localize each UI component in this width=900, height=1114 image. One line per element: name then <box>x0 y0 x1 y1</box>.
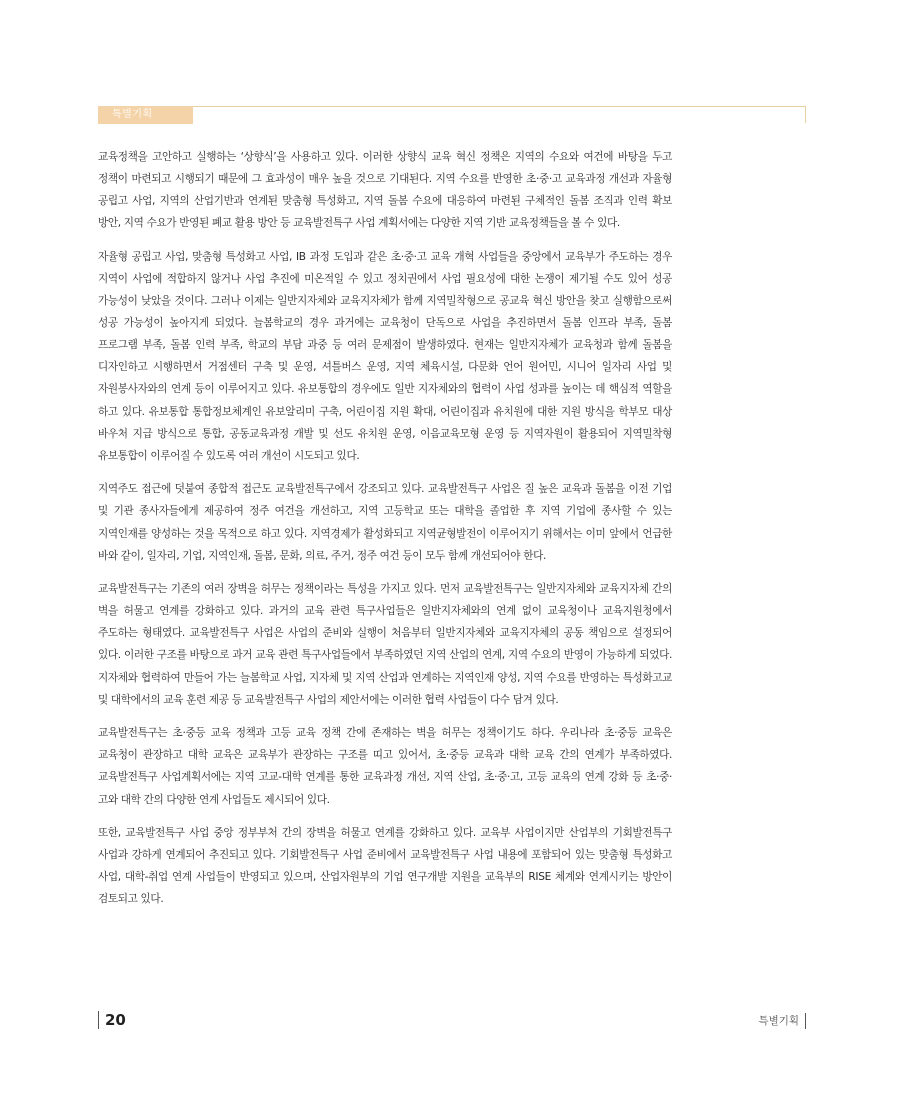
header-rule <box>98 106 806 123</box>
paragraph: 지역주도 접근에 덧붙여 종합적 접근도 교육발전특구에서 강조되고 있다. 교육발전특구 사업은 질 높은 교육과 돌봄을 이전 기업 및 기관 종사자들에게 제공하여 정주 여건을 개선하고, 지역 고등학교 또는 대학을 졸업한 후 지역 기업에 종사할 수 있는 지역인재를 양성하는 것을 목적으로 하고 있다. 지역경제가 활성화되고 지역균형발전이 이루어지기 위해서는 이미 앞에서 언급한 바와 같이, 일자리, 기업, 지역인재, 돌봄, 문화, 의료, 주거, 정주 여건 등이 모두 함께 개선되어야 한다. <box>98 483 672 562</box>
article-body <box>98 146 672 922</box>
paragraph: 교육발전특구는 초·중등 교육 정책과 고등 교육 정책 간에 존재하는 벽을 허무는 정책이기도 하다. 우리나라 초·중등 교육은 교육청이 관장하고 대학 교육은 교육부가 관장하는 구조를 띠고 있어서, 초·중등 교육과 대학 교육 간의 연계가 부족하였다. 교육발전특구 사업계획서에는 지역 고교-대학 연계를 통한 교육과정 개선, 지역 산업, 초·중·고, 고등 교육의 연계 강화 등 초·중·고와 대학 간의 다양한 연계 사업들도 제시되어 있다. <box>98 727 672 806</box>
paragraph: 교육정책을 고안하고 실행하는 ‘상향식’을 사용하고 있다. 이러한 상향식 교육 혁신 정책은 지역의 수요와 여건에 바탕을 두고 정책이 마련되고 시행되기 때문에 그 효과성이 매우 높을 것으로 기대된다. 지역 수요를 반영한 초·중·고 교육과정 개선과 자율형 공립고 사업, 지역의 산업기반과 연계된 맞춤형 특성화고, 지역 돌봄 수요에 대응하여 마련된 구체적인 돌봄 조직과 인력 확보 방안, 지역 수요가 반영된 폐교 활용 방안 등 교육발전특구 사업 계획서에는 다양한 지역 기반 교육정책들을 볼 수 있다. <box>98 151 672 230</box>
footer-section-label: 특별기획 <box>758 1013 806 1029</box>
section-tab: 특별기획 <box>98 106 193 124</box>
paragraph: 또한, 교육발전특구 사업 중앙 정부부처 간의 장벽을 허물고 연계를 강화하고 있다. 교육부 사업이지만 산업부의 기회발전특구 사업과 강하게 연계되어 추진되고 있다. 기회발전특구 사업 준비에서 교육발전특구 사업 내용에 포함되어 있는 맞춤형 특성화고 사업, 대학-취업 연계 사업들이 반영되고 있으며, 산업자원부의 기업 연구개발 지원을 교육부의 RISE 체계와 연계시키는 방안이 검토되고 있다. <box>98 827 672 906</box>
page-number: 20 <box>98 1011 126 1029</box>
paragraph: 자율형 공립고 사업, 맞춤형 특성화고 사업, IB 과정 도입과 같은 초·중·고 교육 개혁 사업들을 중앙에서 교육부가 주도하는 경우 지역이 사업에 적합하지 않거나 사업 추진에 미온적일 수 있고 정치권에서 사업 필요성에 대한 논쟁이 제기될 수도 있어 성공 가능성이 낮았을 것이다. 그러나 이제는 일반지자체와 교육지자체가 함께 지역밀착형으로 공교육 혁신 방안을 찾고 실행함으로써 성공 가능성이 높아지게 되었다. 늘봄학교의 경우 과거에는 교육청이 단독으로 사업을 추진하면서 돌봄 인프라 부족, 돌봄 프로그램 부족, 돌봄 인력 부족, 학교의 부담 과중 등 여러 문제점이 발생하였다. 현재는 일반지자체가 교육청과 함께 돌봄을 디자인하고 시행하면서 거점센터 구축 및 운영, 셔틀버스 운영, 지역 체육시설, 다문화 언어 원어민, 시니어 일자리 사업 및 자원봉사자와의 연계 등이 이루어지고 있다. 유보통합의 경우에도 일반 지자체와의 협력이 사업 성과를 높이는 데 핵심적 역할을 하고 있다. 유보통합 통합정보체계인 유보알리미 구축, 어린이집 지원 확대, 어린이집과 유치원에 대한 지원 방식을 학부모 대상 바우처 지급 방식으로 통합, 공동교육과정 개발 및 선도 유치원 운영, 이음교육모형 운영 등 지역자원이 활용되어 지역밀착형 유보통합이 이루어질 수 있도록 여러 개선이 시도되고 있다. <box>98 250 672 462</box>
paragraph: 교육발전특구는 기존의 여러 장벽을 허무는 정책이라는 특성을 가지고 있다. 먼저 교육발전특구는 일반지자체와 교육지자체 간의 벽을 허물고 연계를 강화하고 있다. 과거의 교육 관련 특구사업들은 일반지자체와의 연계 없이 교육청이나 교육지원청에서 주도하는 형태였다. 교육발전특구 사업은 사업의 준비와 실행이 처음부터 일반지자체와 교육지자체의 공동 책임으로 설정되어 있다. 이러한 구조를 바탕으로 과거 교육 관련 특구사업들에서 부족하였던 지역 산업의 연계, 지역 수요의 반영이 가능하게 되었다. 지자체와 협력하여 만들어 가는 늘봄학교 사업, 지자체 및 지역 산업과 연계하는 지역인재 양성, 지역 수요를 반영하는 특성화고교 및 대학에서의 교육 훈련 제공 등 교육발전특구 사업의 제안서에는 이러한 협력 사업들이 다수 담겨 있다. <box>98 583 672 706</box>
